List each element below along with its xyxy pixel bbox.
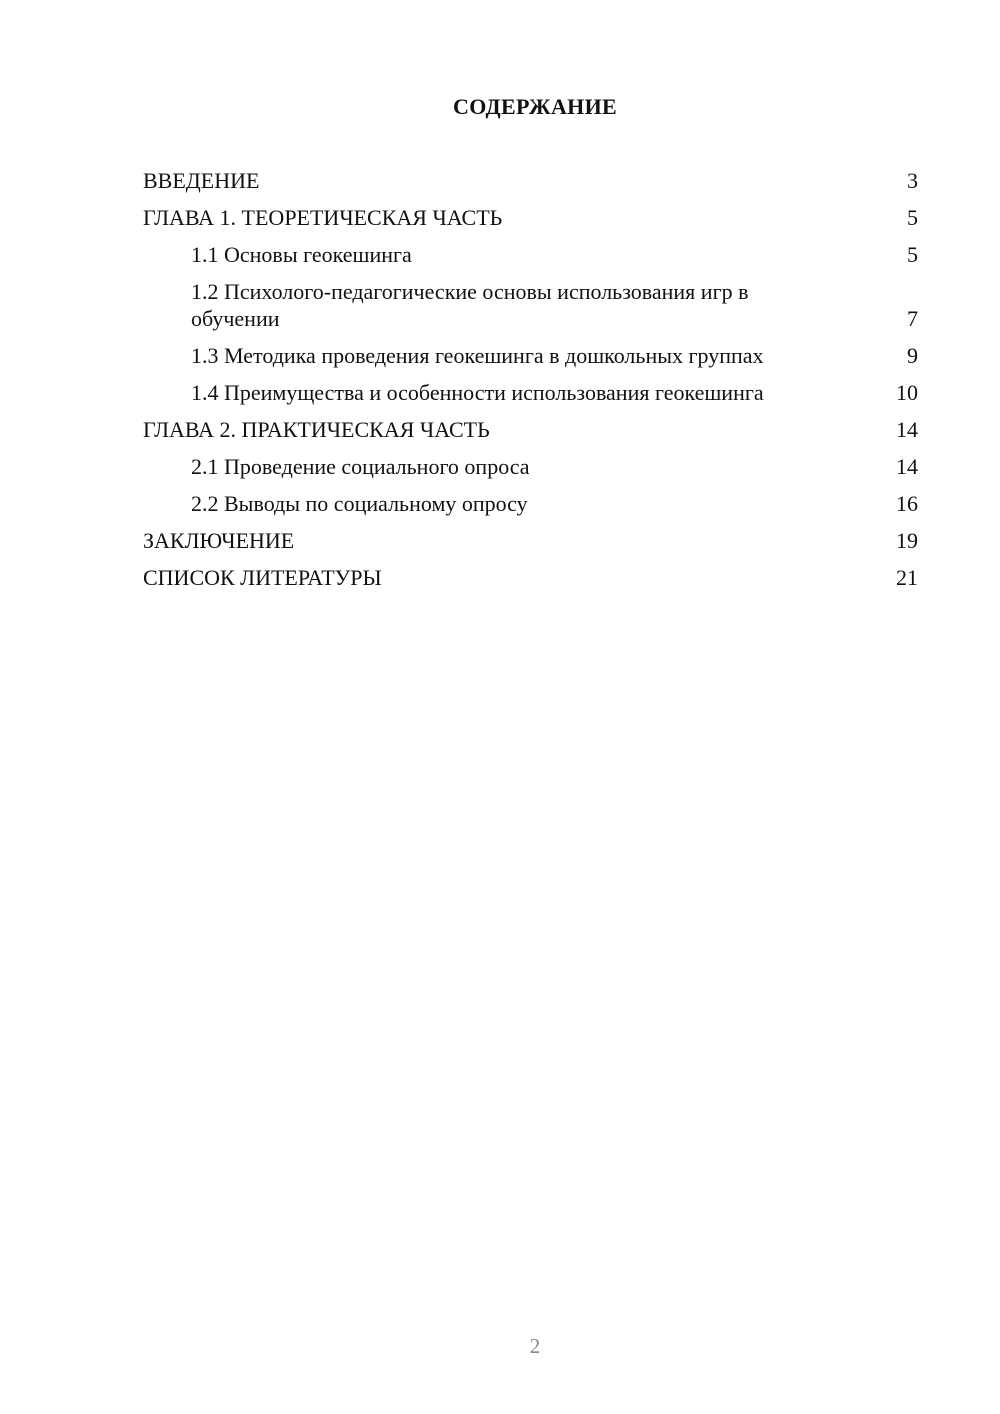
toc-entry-page: 5 [907, 242, 918, 267]
toc-entry-section-1-3 [143, 342, 918, 369]
toc-entry-text: ВВЕДЕНИЕ [143, 168, 260, 193]
toc-entry-page: 5 [907, 205, 918, 230]
toc-entry-text: 1.3 Методика проведения геокешинга в дошкольных группах [191, 343, 764, 368]
toc-entry-section-1-2 [143, 278, 918, 332]
toc-entry-page: 10 [896, 380, 918, 405]
page-title: СОДЕРЖАНИЕ [453, 94, 617, 119]
toc-entry-bibliography [143, 564, 918, 591]
toc-entry-text: 2.2 Выводы по социальному опросу [191, 491, 528, 516]
toc-entry-chapter-2 [143, 416, 918, 443]
toc-entry-section-1-1 [143, 241, 918, 268]
toc-entry-page: 14 [896, 454, 918, 479]
toc-entry-page: 9 [907, 343, 918, 368]
page-number: 2 [529, 1334, 541, 1358]
toc-entry-text: ГЛАВА 1. ТЕОРЕТИЧЕСКАЯ ЧАСТЬ [143, 205, 503, 230]
toc-entry-text: 2.1 Проведение социального опроса [191, 454, 530, 479]
toc-entry-page: 7 [907, 306, 918, 331]
toc-entry-conclusion [143, 527, 918, 554]
toc-entry-text: 1.1 Основы геокешинга [191, 242, 412, 267]
toc-entry-text: 1.4 Преимущества и особенности использования геокешинга [191, 380, 764, 405]
toc-entry-introduction [143, 167, 918, 194]
toc-entry-chapter-1 [143, 204, 918, 231]
toc-entry-page: 21 [896, 565, 918, 590]
toc-entry-section-2-1 [143, 453, 918, 480]
toc-entry-page: 19 [896, 528, 918, 553]
toc-entry-text: СПИСОК ЛИТЕРАТУРЫ [143, 565, 382, 590]
table-of-contents [143, 167, 918, 601]
toc-entry-text: 1.2 Психолого-педагогические основы использования игр в обучении [191, 279, 749, 331]
toc-entry-section-2-2 [143, 490, 918, 517]
toc-entry-section-1-4 [143, 379, 918, 406]
toc-entry-page: 16 [896, 491, 918, 516]
toc-entry-text: ЗАКЛЮЧЕНИЕ [143, 528, 295, 553]
toc-entry-text: ГЛАВА 2. ПРАКТИЧЕСКАЯ ЧАСТЬ [143, 417, 490, 442]
toc-entry-page: 3 [907, 168, 918, 193]
toc-entry-page: 14 [896, 417, 918, 442]
